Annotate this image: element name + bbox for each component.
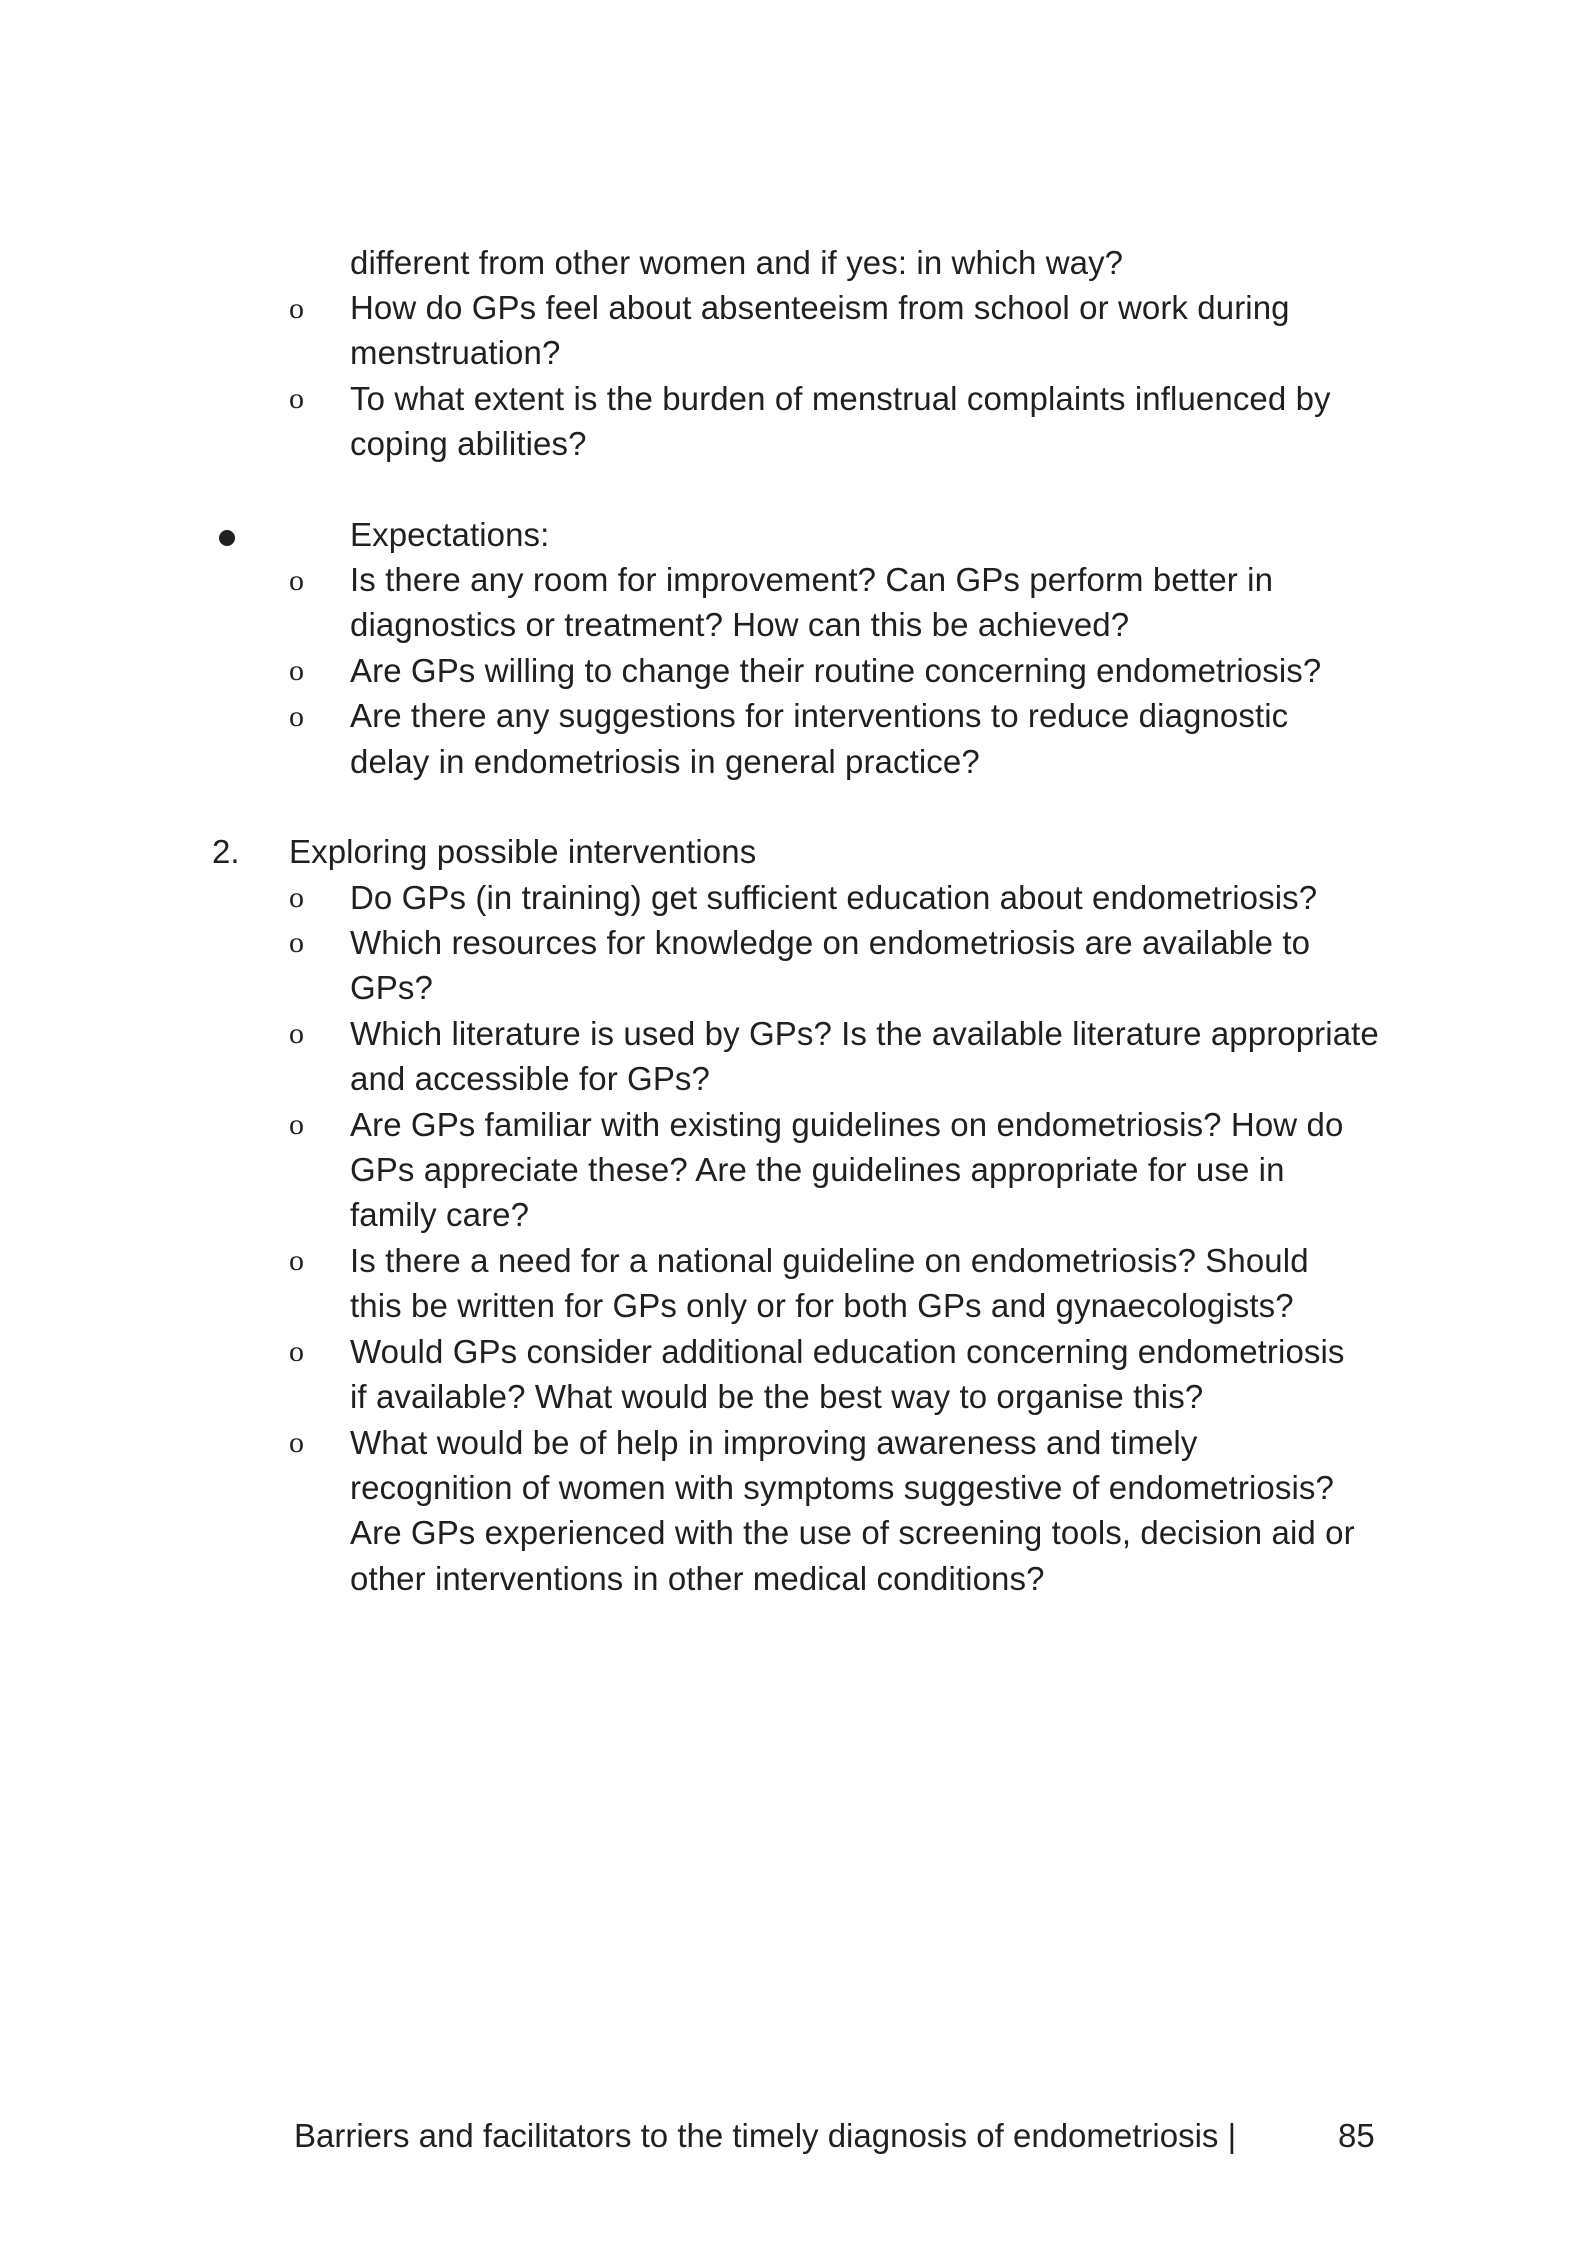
page-number: 85 xyxy=(1338,2117,1375,2154)
list-item-line: menstruation? xyxy=(350,334,561,371)
list-marker-o: o xyxy=(289,881,304,914)
list-marker-o: o xyxy=(289,564,304,597)
list-marker-o: o xyxy=(289,1335,304,1368)
list-item-line: GPs appreciate these? Are the guidelines appropriate for use in xyxy=(350,1151,1285,1188)
list-item-line: Is there a need for a national guideline on endometriosis? Should xyxy=(350,1242,1309,1279)
list-item-line: this be written for GPs only or for both GPs and gynaecologists? xyxy=(350,1287,1294,1324)
list-item-line: What would be of help in improving awareness and timely xyxy=(350,1424,1198,1461)
list-item-line: diagnostics or treatment? How can this be achieved? xyxy=(350,606,1130,643)
list-item-line: Are GPs willing to change their routine concerning endometriosis? xyxy=(350,652,1322,689)
list-marker-o: o xyxy=(289,1244,304,1277)
list-item-line: recognition of women with symptoms suggestive of endometriosis? xyxy=(350,1469,1334,1506)
footer-title: Barriers and facilitators to the timely diagnosis of endometriosis | xyxy=(294,2117,1237,2154)
list-item-line: GPs? xyxy=(350,969,433,1006)
list-item-line: Would GPs consider additional education concerning endometriosis xyxy=(350,1333,1345,1370)
list-item-line: To what extent is the burden of menstrual complaints influenced by xyxy=(350,380,1331,417)
list-marker-o: o xyxy=(289,292,304,325)
list-item-line: and accessible for GPs? xyxy=(350,1060,710,1097)
list-marker-o: o xyxy=(289,1108,304,1141)
list-marker-o: o xyxy=(289,1017,304,1050)
list-item-line: Do GPs (in training) get sufficient education about endometriosis? xyxy=(350,879,1318,916)
list-item-line: Is there any room for improvement? Can GPs perform better in xyxy=(350,561,1274,598)
list-marker-o: o xyxy=(289,382,304,415)
list-item-line: family care? xyxy=(350,1196,530,1233)
list-item-line: other interventions in other medical conditions? xyxy=(350,1560,1045,1597)
section-number: 2. xyxy=(212,833,240,870)
bullet-icon xyxy=(219,530,235,546)
list-item-line: Which resources for knowledge on endometriosis are available to xyxy=(350,924,1311,961)
list-item-line: coping abilities? xyxy=(350,425,587,462)
section-title: Exploring possible interventions xyxy=(289,833,757,870)
list-marker-o: o xyxy=(289,926,304,959)
list-item-line: Which literature is used by GPs? Is the available literature appropriate xyxy=(350,1015,1379,1052)
list-item-line: Are GPs experienced with the use of screening tools, decision aid or xyxy=(350,1514,1355,1551)
expectations-label: Expectations: xyxy=(350,516,550,553)
list-item-line: Are there any suggestions for interventions to reduce diagnostic xyxy=(350,697,1289,734)
list-item-line: Are GPs familiar with existing guidelines on endometriosis? How do xyxy=(350,1106,1344,1143)
list-item-line: if available? What would be the best way to organise this? xyxy=(350,1378,1204,1415)
list-marker-o: o xyxy=(289,1426,304,1459)
list-marker-o: o xyxy=(289,700,304,733)
continuation-line: different from other women and if yes: in which way? xyxy=(350,244,1124,281)
list-marker-o: o xyxy=(289,654,304,687)
list-item-line: delay in endometriosis in general practice? xyxy=(350,743,980,780)
list-item-line: How do GPs feel about absenteeism from school or work during xyxy=(350,289,1290,326)
